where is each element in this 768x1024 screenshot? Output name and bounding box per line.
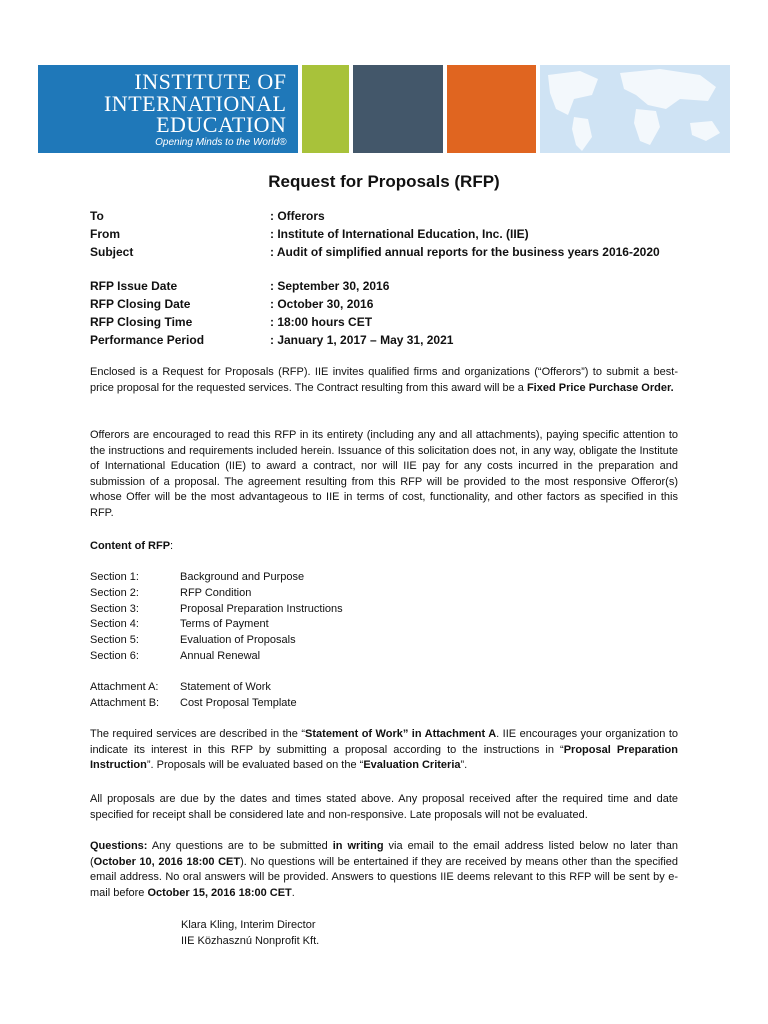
date-closing — [90, 296, 373, 313]
p3-bold-1: Statement of Work” in Attachment A — [305, 728, 497, 740]
attachment-label: Attachment A: — [90, 681, 159, 693]
section-label: Section 2: — [90, 587, 139, 599]
section-label: Section 1: — [90, 571, 139, 583]
due-paragraph: All proposals are due by the dates and times stated above. Any proposal received after the required time and date specified for receipt shall be considered late and non-responsive. Late proposals will not be evaluated. — [90, 793, 678, 821]
date-issue — [90, 278, 389, 295]
banner-slate-block — [353, 65, 442, 153]
q-bold-4: October 15, 2016 18:00 CET — [147, 886, 292, 899]
section-title: Evaluation of Proposals — [180, 634, 296, 646]
section-title: Terms of Payment — [180, 618, 269, 630]
date-value: : September 30, 2016 — [270, 279, 390, 293]
page-title: Request for Proposals (RFP) — [268, 172, 500, 191]
section-row — [90, 570, 304, 586]
date-label: RFP Closing Time — [90, 315, 193, 329]
intro-bold: Fixed Price Purchase Order. — [526, 381, 674, 394]
attachment-row — [90, 696, 297, 712]
q-bold-2: in writing — [332, 840, 384, 852]
header-label: From — [90, 227, 120, 241]
services-paragraph — [90, 727, 678, 774]
attachment-label: Attachment B: — [90, 697, 160, 709]
date-value: : 18:00 hours CET — [270, 315, 373, 329]
time-closing — [90, 314, 372, 331]
section-title: RFP Condition — [180, 587, 252, 599]
date-label: Performance Period — [90, 333, 205, 347]
header-from — [90, 226, 529, 243]
p3-bold-2: Proposal Preparation Instruction — [90, 743, 678, 772]
section-label: Section 4: — [90, 618, 139, 630]
signature-name: Klara Kling, Interim Director — [181, 919, 316, 931]
section-row — [90, 633, 296, 649]
intro-paragraph — [90, 365, 678, 396]
header-value: : Offerors — [270, 209, 325, 223]
iie-logo — [38, 65, 298, 153]
world-map-icon — [540, 65, 730, 153]
questions-paragraph — [90, 839, 678, 901]
p3-text-1: The required services are described in the “ — [90, 728, 306, 740]
q-text-3: ). No questions will be entertained if they are received by means other than the specified email address. No oral answers will be provided. Answers to questions IIE deems relevant to this RFP will be sent by e-mail before — [90, 855, 678, 899]
header-subject — [90, 244, 660, 261]
section-title: Annual Renewal — [180, 650, 261, 662]
section-row — [90, 617, 269, 633]
section-label: Section 6: — [90, 650, 139, 662]
header-to — [90, 208, 325, 225]
attachment-title: Statement of Work — [180, 681, 271, 693]
world-map-image — [540, 65, 730, 153]
header-label: To — [90, 209, 104, 223]
banner-green-block — [302, 65, 349, 153]
section-row — [90, 586, 251, 602]
logo-line-2: INTERNATIONAL — [103, 91, 287, 116]
logo-tagline: Opening Minds to the World® — [155, 137, 287, 148]
q-text-1: Any questions are to be submitted — [147, 840, 333, 852]
p3-bold-3: Evaluation Criteria — [363, 759, 461, 772]
offerors-paragraph: Offerors are encouraged to read this RFP in its entirety (including any and all attachments), paying specific attention to the instructions and requirements included herein. Issuance of this solicitation does not, in any way, obligate the Institute of International Education (IIE) to award a contract, nor will IIE pay for any costs incurred in the preparation and submission of a proposal. The agreement resulting from this RFP will be provided to the most responsive Offeror(s) whose Offer will be the most advantageous to IIE in terms of cost, functionality, and other factors as specified in this RFP. — [90, 429, 678, 519]
intro-text: Enclosed is a Request for Proposals (RFP). IIE invites qualified firms and organizations (“Offerors”) to submit a best-price proposal for the requested services. The Contract resulting from this award will be a — [90, 366, 678, 394]
p3-text-4: ”. — [460, 759, 468, 772]
p3-text-2: . IIE encourages your organization to indicate its interest in this RFP by submitting a proposal according to the instructions in “ — [90, 728, 678, 756]
section-label: Section 5: — [90, 634, 139, 646]
section-label: Section 3: — [90, 603, 139, 615]
header-value: : Institute of International Education, Inc. (IIE) — [270, 227, 529, 241]
banner-orange-block — [447, 65, 536, 153]
p3-text-3: ”. Proposals will be evaluated based on the “ — [146, 759, 364, 772]
performance-period — [90, 332, 453, 349]
attachment-row — [90, 680, 271, 696]
signature-org: IIE Közhasznú Nonprofit Kft. — [181, 935, 320, 947]
header-label: Subject — [90, 245, 134, 259]
date-value: : October 30, 2016 — [270, 297, 374, 311]
date-label: RFP Closing Date — [90, 297, 191, 311]
content-heading — [90, 539, 173, 555]
q-bold-3: October 10, 2016 18:00 CET — [93, 855, 241, 868]
attachment-title: Cost Proposal Template — [180, 697, 297, 709]
date-value: : January 1, 2017 – May 31, 2021 — [270, 333, 454, 347]
logo-line-3: EDUCATION — [156, 112, 287, 137]
q-text-4: . — [291, 886, 295, 899]
header-value: : Audit of simplified annual reports for the business years 2016-2020 — [270, 245, 660, 259]
section-title: Proposal Preparation Instructions — [180, 603, 343, 615]
date-label: RFP Issue Date — [90, 279, 178, 293]
logo-line-1: INSTITUTE OF — [134, 69, 287, 94]
section-title: Background and Purpose — [180, 571, 305, 583]
header-banner — [38, 65, 730, 153]
section-row — [90, 649, 260, 665]
section-row — [90, 602, 343, 618]
content-heading-colon: : — [170, 540, 174, 552]
content-heading-text: Content of RFP — [90, 540, 171, 552]
q-text-2: via email to the email address listed below no later than ( — [90, 840, 678, 868]
q-bold-1: Questions: — [90, 840, 148, 852]
